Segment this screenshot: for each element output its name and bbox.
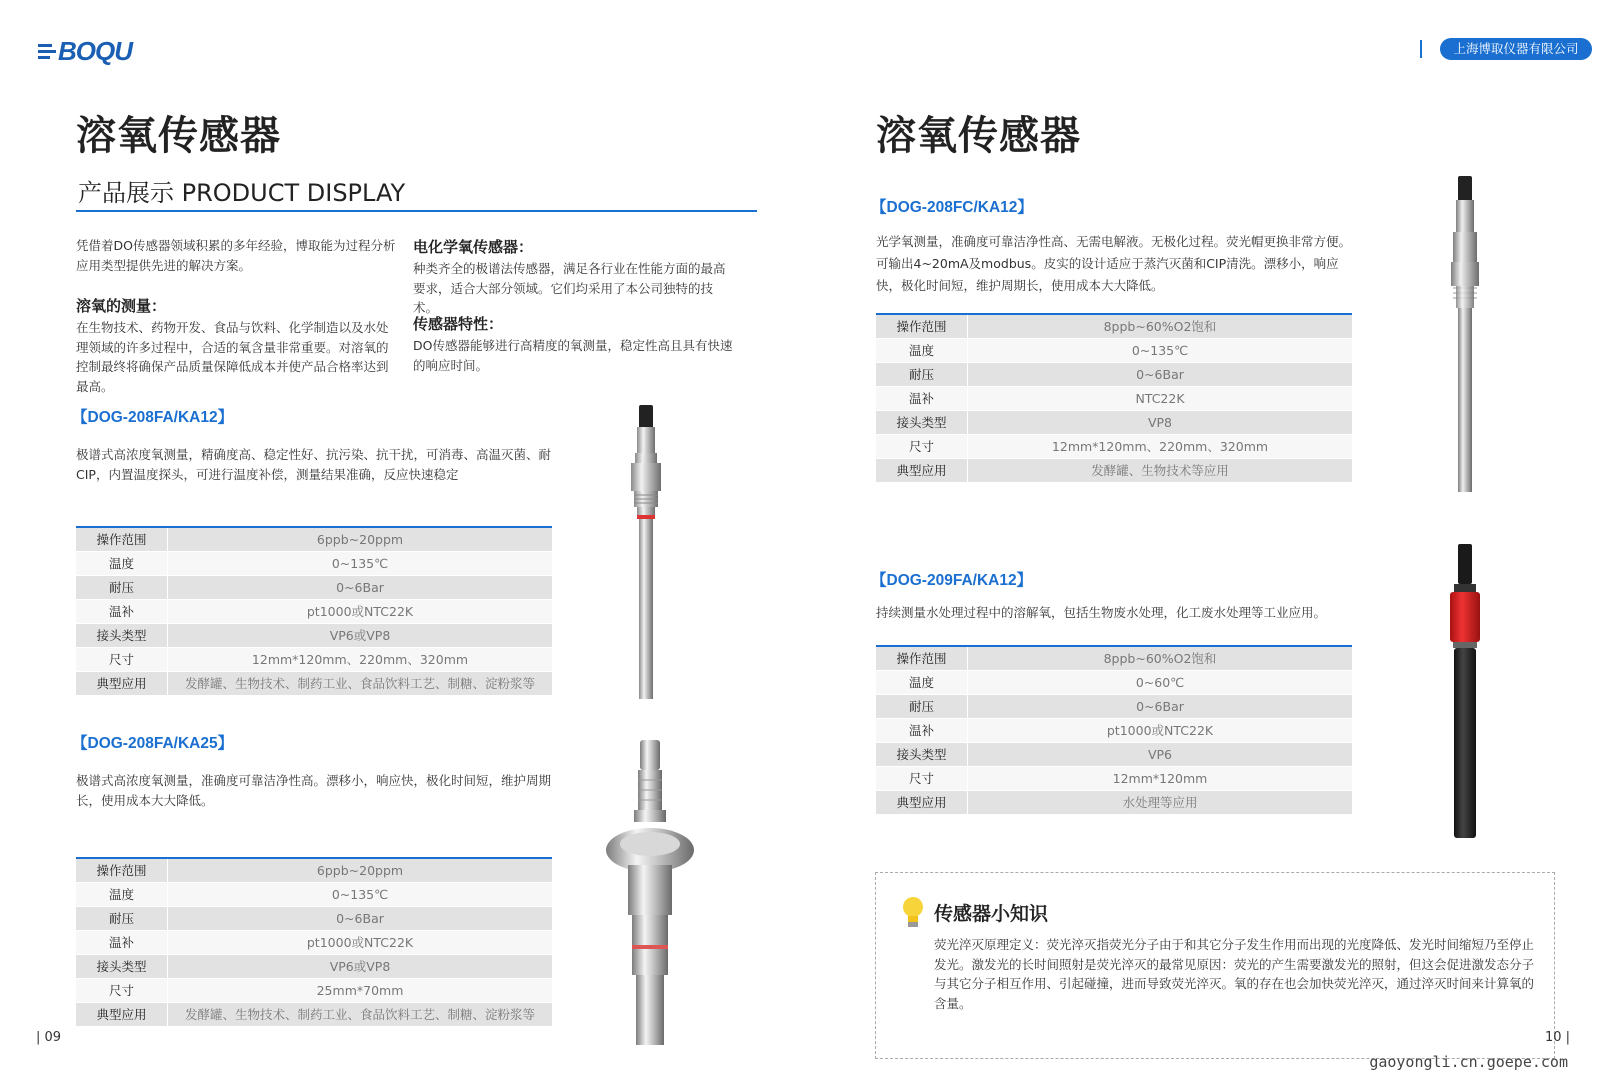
product-image-dog208fa-ka12 xyxy=(628,405,664,700)
electro-heading: 电化学氧传感器： xyxy=(413,238,534,256)
product-model: 【DOG-208FA/KA12】 xyxy=(72,409,234,426)
product-desc: 光学氧测量，准确度可靠洁净性高、无需电解液。无极化过程。荧光帽更换非常方便。可输出4~20mA及modbus。皮实的设计适应于蒸汽灭菌和CIP清洗。漂移小，响应快，极化时间短，维护周期长，使用成本大大降低。 xyxy=(876,234,1352,293)
product-image-dog208fc-ka12 xyxy=(1447,176,1483,494)
feature-text: DO传感器能够进行高精度的氧测量，稳定性高且具有快速的响应时间。 xyxy=(413,338,733,373)
spec-row: 温补 pt1000或NTC22K xyxy=(76,931,552,955)
brand-logo xyxy=(38,36,133,66)
spec-row: 耐压 0~6Bar xyxy=(76,576,552,600)
spec-row: 接头类型 VP8 xyxy=(876,411,1352,435)
spec-row: 接头类型 VP6 xyxy=(876,743,1352,767)
product-desc: 极谱式高浓度氧测量，准确度可靠洁净性高。漂移小，响应快，极化时间短，维护周期长，使用成本大大降低。 xyxy=(76,773,552,808)
subtitle-underline xyxy=(76,210,757,212)
spec-row: 耐压 0~6Bar xyxy=(876,363,1352,387)
right-page-number: 10 | xyxy=(1545,1030,1571,1045)
spec-row: 操作范围 6ppb~20ppm xyxy=(76,859,552,883)
lightbulb-icon xyxy=(900,895,926,933)
left-page-title: 溶氧传感器 xyxy=(76,113,281,159)
spec-row: 尺寸 12mm*120mm、220mm、320mm xyxy=(876,435,1352,459)
spec-row: 温补 pt1000或NTC22K xyxy=(876,719,1352,743)
knowledge-tip-box xyxy=(875,872,1555,1059)
spec-row: 操作范围 6ppb~20ppm xyxy=(76,528,552,552)
spec-row: 温度 0~135℃ xyxy=(76,883,552,907)
spec-row: 接头类型 VP6或VP8 xyxy=(76,955,552,979)
spec-row: 尺寸 12mm*120mm xyxy=(876,767,1352,791)
spec-table xyxy=(876,645,1352,815)
spec-row: 典型应用 发酵罐、生物技术、制药工业、食品饮料工艺、制糖、淀粉浆等 xyxy=(76,1003,552,1027)
spec-table xyxy=(76,857,552,1027)
product-desc: 持续测量水处理过程中的溶解氧，包括生物废水处理，化工废水处理等工业应用。 xyxy=(876,605,1327,620)
logo-text: BOQU xyxy=(58,35,132,66)
spec-row: 温补 pt1000或NTC22K xyxy=(76,600,552,624)
tip-title: 传感器小知识 xyxy=(934,903,1049,925)
company-badge: 上海博取仪器有限公司 xyxy=(1440,38,1592,60)
logo-mark-icon xyxy=(38,44,56,59)
spec-row: 尺寸 12mm*120mm、220mm、320mm xyxy=(76,648,552,672)
product-model: 【DOG-208FA/KA25】 xyxy=(72,735,234,752)
tip-text: 荧光淬灭原理定义：荧光淬灭指荧光分子由于和其它分子发生作用而出现的光度降低、发光时间缩短乃至停止发光。激发光的长时间照射是荧光淬灭的最常见原因：荧光的产生需要激发光的照射，但这会促进激发态分子与其它分子相互作用、引起碰撞，进而导致荧光淬灭。氧的存在也会加快荧光淬灭，通过淬灭时间来计算氧的含量。 xyxy=(934,937,1535,1011)
header-divider xyxy=(1420,40,1422,58)
spec-row: 典型应用 发酵罐、生物技术、制药工业、食品饮料工艺、制糖、淀粉浆等 xyxy=(76,672,552,696)
product-model: 【DOG-209FA/KA12】 xyxy=(871,572,1033,589)
spec-row: 温度 0~135℃ xyxy=(76,552,552,576)
spec-row: 操作范围 8ppb~60%O2饱和 xyxy=(876,315,1352,339)
left-page-number: | 09 xyxy=(36,1030,62,1045)
intro-text: 凭借着DO传感器领域积累的多年经验，博取能为过程分析应用类型提供先进的解决方案。 xyxy=(76,238,396,273)
watermark-url: gaoyongli.cn.goepe.com xyxy=(1369,1053,1568,1071)
product-model: 【DOG-208FC/KA12】 xyxy=(871,199,1033,216)
spec-row: 接头类型 VP6或VP8 xyxy=(76,624,552,648)
electro-text: 种类齐全的极谱法传感器，满足各行业在性能方面的最高要求，适合大部分领域。它们均采用了本公司独特的技术。 xyxy=(413,261,726,315)
spec-row: 典型应用 水处理等应用 xyxy=(876,791,1352,815)
spec-row: 操作范围 8ppb~60%O2饱和 xyxy=(876,647,1352,671)
measurement-text: 在生物技术、药物开发、食品与饮料、化学制造以及水处理领域的许多过程中，合适的氧含量非常重要。对溶氧的控制最终将确保产品质量保障低成本并使产品合格率达到最高。 xyxy=(76,320,389,394)
product-image-dog208fa-ka25 xyxy=(604,740,696,1050)
spec-row: 温度 0~135℃ xyxy=(876,339,1352,363)
spec-row: 耐压 0~6Bar xyxy=(876,695,1352,719)
spec-table xyxy=(76,526,552,696)
spec-row: 温补 NTC22K xyxy=(876,387,1352,411)
right-page-title: 溶氧传感器 xyxy=(876,113,1081,159)
spec-row: 尺寸 25mm*70mm xyxy=(76,979,552,1003)
product-image-dog209fa-ka12 xyxy=(1445,544,1485,840)
spec-row: 耐压 0~6Bar xyxy=(76,907,552,931)
measurement-heading: 溶氧的测量： xyxy=(76,297,167,315)
spec-row: 典型应用 发酵罐、生物技术等应用 xyxy=(876,459,1352,483)
section-subtitle: 产品展示 PRODUCT DISPLAY xyxy=(78,179,406,207)
spec-table xyxy=(876,313,1352,483)
spec-row: 温度 0~60℃ xyxy=(876,671,1352,695)
product-desc: 极谱式高浓度氧测量，精确度高、稳定性好、抗污染、抗干扰，可消毒、高温灭菌、耐CIP，内置温度探头，可进行温度补偿，测量结果准确，反应快速稳定 xyxy=(76,447,552,482)
feature-heading: 传感器特性： xyxy=(413,315,504,333)
